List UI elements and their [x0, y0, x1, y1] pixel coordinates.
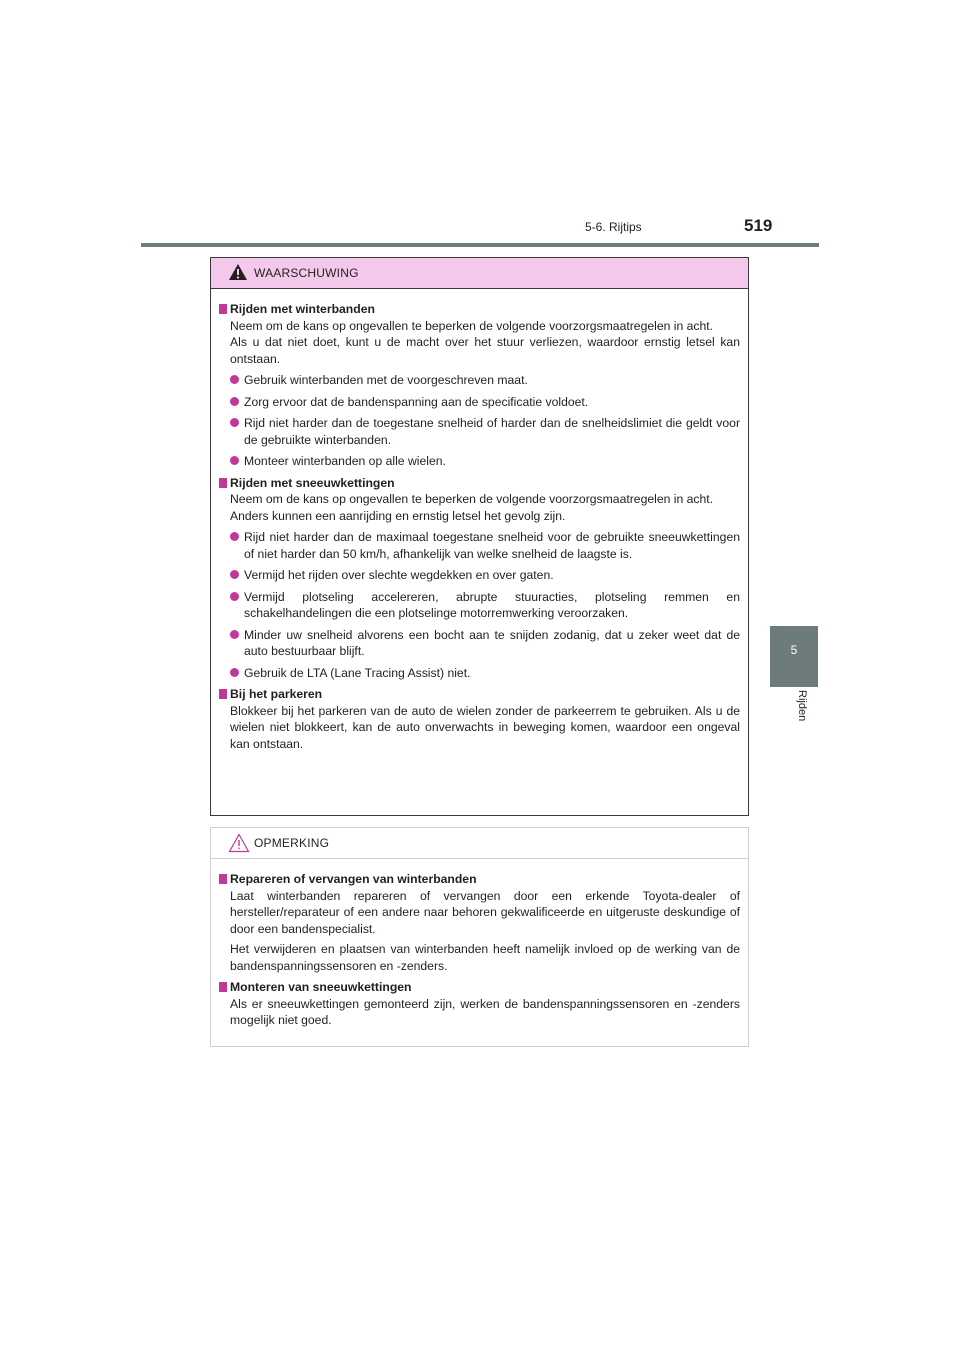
bullet-dot-icon [230, 397, 239, 406]
paragraph: Het verwijderen en plaatsen van winterbanden heeft namelijk invloed op de werking van de bandenspanningssensoren en -zenders. [230, 942, 740, 973]
header-divider [141, 243, 819, 247]
paragraph: Als er sneeuwkettingen gemonteerd zijn, werken de bandenspanningssensoren en -zenders mogelijk niet goed. [230, 996, 740, 1027]
paragraph: Blokkeer bij het parkeren van de auto de wielen zonder de parkeerrem te gebruiken. Als u de wielen niet blokkeert, kan de auto onverwachts in beweging komen, waardoor een ongeval kan ontstaan. [230, 703, 740, 751]
note-box [210, 827, 749, 1047]
list-item: Zorg ervoor dat de bandenspanning aan de specificatie voldoet. [230, 394, 740, 411]
list-item: Minder uw snelheid alvorens een bocht aan te snijden zodanig, dat u zeker weet dat de auto bestuurbaar blijft. [230, 627, 740, 660]
bullet-dot-icon [230, 592, 239, 601]
bullet-dot-icon [230, 630, 239, 639]
section-heading: Rijden met winterbanden [219, 301, 740, 318]
section-heading: Repareren of vervangen van winterbanden [219, 871, 740, 888]
page-number: 519 [744, 216, 773, 235]
section-heading: Monteren van sneeuwkettingen [219, 979, 740, 996]
list-item: Gebruik winterbanden met de voorgeschreven maat. [230, 372, 740, 389]
paragraph: Anders kunnen een aanrijding en ernstig letsel het gevolg zijn. [230, 508, 566, 523]
paragraph: Neem om de kans op ongevallen te beperken de volgende voorzorgsmaatregelen in acht. [230, 318, 714, 333]
list-item: Vermijd plotseling accelereren, abrupte stuuracties, plotseling remmen en schakelhandelingen die een plotselinge motorremwerking veroorzaken. [230, 589, 740, 622]
square-bullet-icon [219, 689, 227, 699]
caution-triangle-icon [228, 833, 250, 853]
warning-triangle-icon [228, 263, 248, 281]
list-item: Vermijd het rijden over slechte wegdekken en over gaten. [230, 567, 740, 584]
note-header [211, 828, 748, 859]
chapter-number: 5 [790, 643, 798, 657]
chapter-tab [770, 626, 818, 687]
bullet-dot-icon [230, 418, 239, 427]
bullet-dot-icon [230, 375, 239, 384]
warning-header [211, 258, 748, 289]
section-heading: Bij het parkeren [219, 686, 740, 703]
note-content [211, 859, 748, 1029]
list-item: Gebruik de LTA (Lane Tracing Assist) niet. [230, 665, 740, 682]
bullet-dot-icon [230, 456, 239, 465]
warning-box [210, 257, 749, 816]
bullet-dot-icon [230, 532, 239, 541]
square-bullet-icon [219, 304, 227, 314]
warning-content [211, 289, 748, 752]
square-bullet-icon [219, 982, 227, 992]
square-bullet-icon [219, 874, 227, 884]
list-item: Monteer winterbanden op alle wielen. [230, 453, 740, 470]
chapter-label: Rijden [796, 690, 808, 722]
list-item: Rijd niet harder dan de maximaal toegestane snelheid voor de gebruikte sneeuwkettingen of niet harder dan 50 km/h, afhankelijk van welke snelheid de laagste is. [230, 529, 740, 562]
bullet-dot-icon [230, 668, 239, 677]
header-section-title: 5-6. Rijtips [585, 220, 642, 234]
bullet-dot-icon [230, 570, 239, 579]
note-title: OPMERKING [254, 836, 330, 850]
list-item: Rijd niet harder dan de toegestane snelheid of harder dan de snelheidslimiet die geldt voor de gebruikte winterbanden. [230, 415, 740, 448]
paragraph: Laat winterbanden repareren of vervangen door een erkende Toyota-dealer of hersteller/reparateur of een andere naar behoren gekwalificeerde en uitgeruste deskundige of door een bandenspecialist. [230, 888, 740, 936]
square-bullet-icon [219, 478, 227, 488]
section-heading: Rijden met sneeuwkettingen [219, 475, 740, 492]
warning-title: WAARSCHUWING [254, 266, 359, 280]
paragraph: Als u dat niet doet, kunt u de macht over het stuur verliezen, waardoor ernstig letsel kan ontstaan. [230, 335, 740, 366]
paragraph: Neem om de kans op ongevallen te beperken de volgende voorzorgsmaatregelen in acht. [230, 492, 714, 506]
chapter-label-area [768, 690, 818, 750]
